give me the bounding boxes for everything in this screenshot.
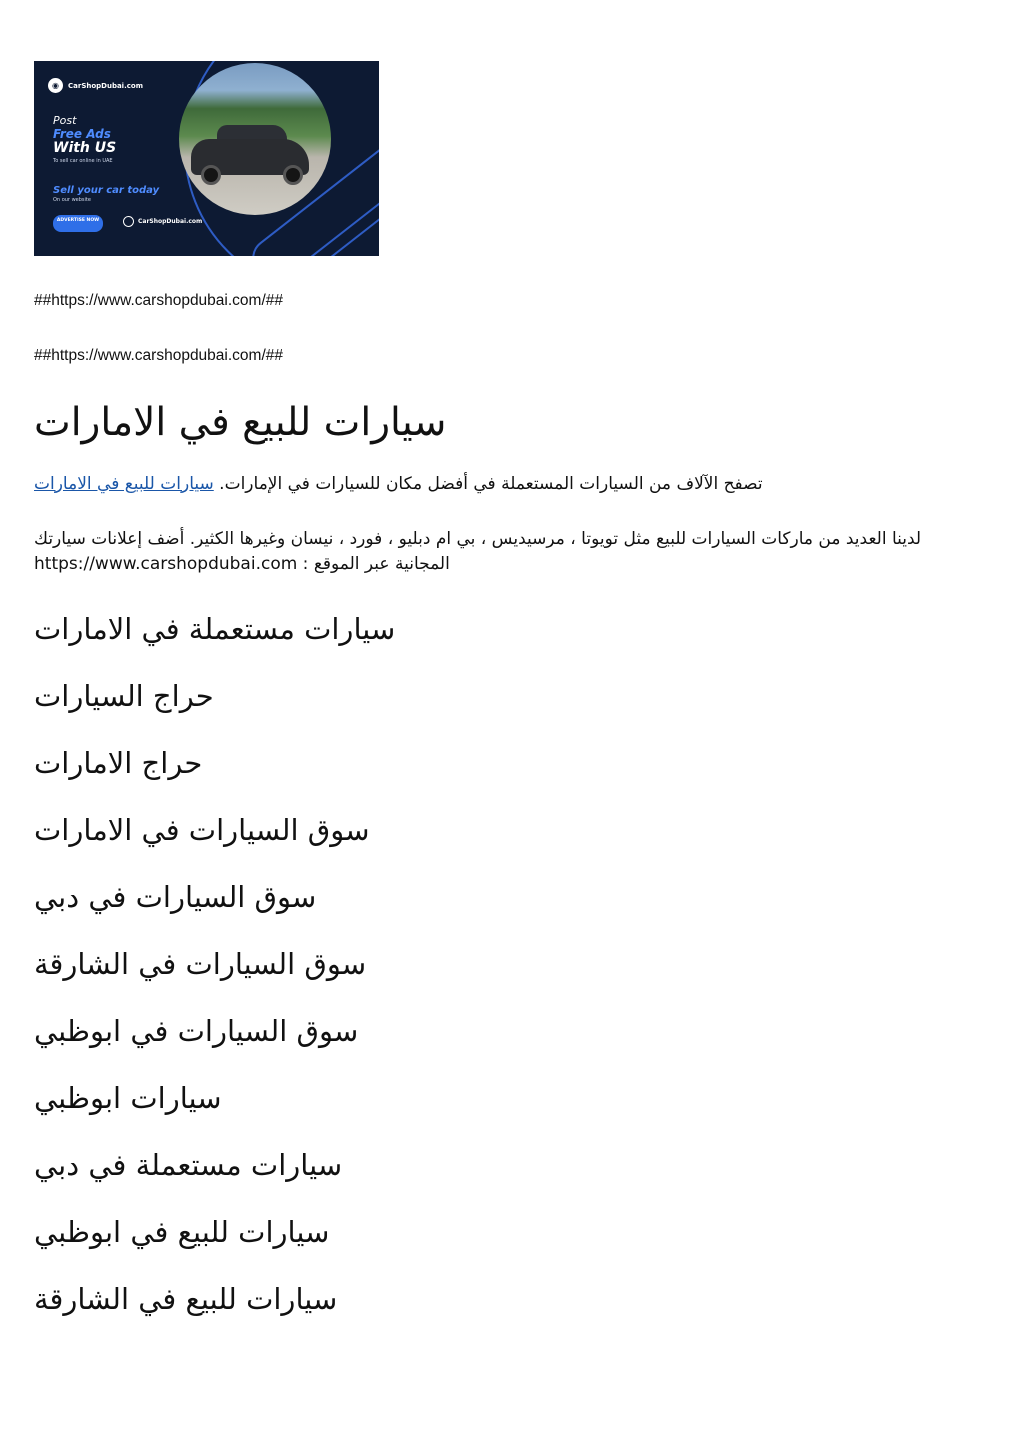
car-photo xyxy=(179,63,331,215)
banner-subtext: To sell car online in UAE xyxy=(53,158,113,164)
intro-link[interactable]: سيارات للبيع في الامارات xyxy=(34,473,214,494)
banner-site-text: CarShopDubai.com xyxy=(138,218,203,225)
banner-post-text: Post xyxy=(53,114,77,127)
brands-paragraph: لدينا العديد من ماركات السيارات للبيع مثل تويوتا ، مرسيديس ، بي ام دبليو ، فورد ، نيسان وغيرها الكثير. أضف إعلانات سيارتك المجانية عبر الموقع : https://www.carshopdubai.com xyxy=(34,528,922,574)
banner-logo xyxy=(48,78,143,93)
section-heading: سيارات مستعملة في الامارات xyxy=(34,611,396,646)
section-heading: سيارات ابوظبي xyxy=(34,1080,222,1115)
car-wheel xyxy=(283,165,303,185)
banner-with-us-text: With US xyxy=(53,140,117,156)
promo-banner-image[interactable] xyxy=(34,61,379,256)
url-line: ##https://www.carshopdubai.com/## xyxy=(34,292,283,309)
section-heading: حراج الامارات xyxy=(34,745,203,780)
banner-sell-text: Sell your car today xyxy=(53,185,160,196)
section-heading: سوق السيارات في الشارقة xyxy=(34,946,367,981)
section-heading: سيارات للبيع في الشارقة xyxy=(34,1281,338,1316)
intro-paragraph xyxy=(34,472,964,497)
banner-subtext-2: On our website xyxy=(53,197,91,203)
banner-free-ads-text: Free Ads xyxy=(53,127,111,141)
section-heading: سوق السيارات في دبي xyxy=(34,879,317,914)
url-line: ##https://www.carshopdubai.com/## xyxy=(34,347,283,364)
banner-site xyxy=(123,216,202,227)
car-wheel xyxy=(201,165,221,185)
section-heading: سوق السيارات في ابوظبي xyxy=(34,1013,359,1048)
car-logo-icon: ◉ xyxy=(48,78,63,93)
intro-text: تصفح الآلاف من السيارات المستعملة في أفضل مكان للسيارات في الإمارات. xyxy=(219,473,763,494)
section-heading: سيارات للبيع في ابوظبي xyxy=(34,1214,330,1249)
section-heading: سيارات مستعملة في دبي xyxy=(34,1147,343,1182)
section-heading: حراج السيارات xyxy=(34,678,214,713)
section-heading: سوق السيارات في الامارات xyxy=(34,812,370,847)
globe-icon xyxy=(123,216,134,227)
advertise-now-button[interactable]: ADVERTISE NOW xyxy=(53,215,103,232)
banner-brand: CarShopDubai.com xyxy=(68,81,143,90)
page-title: سيارات للبيع في الامارات xyxy=(34,400,447,445)
document-page xyxy=(34,61,964,1316)
